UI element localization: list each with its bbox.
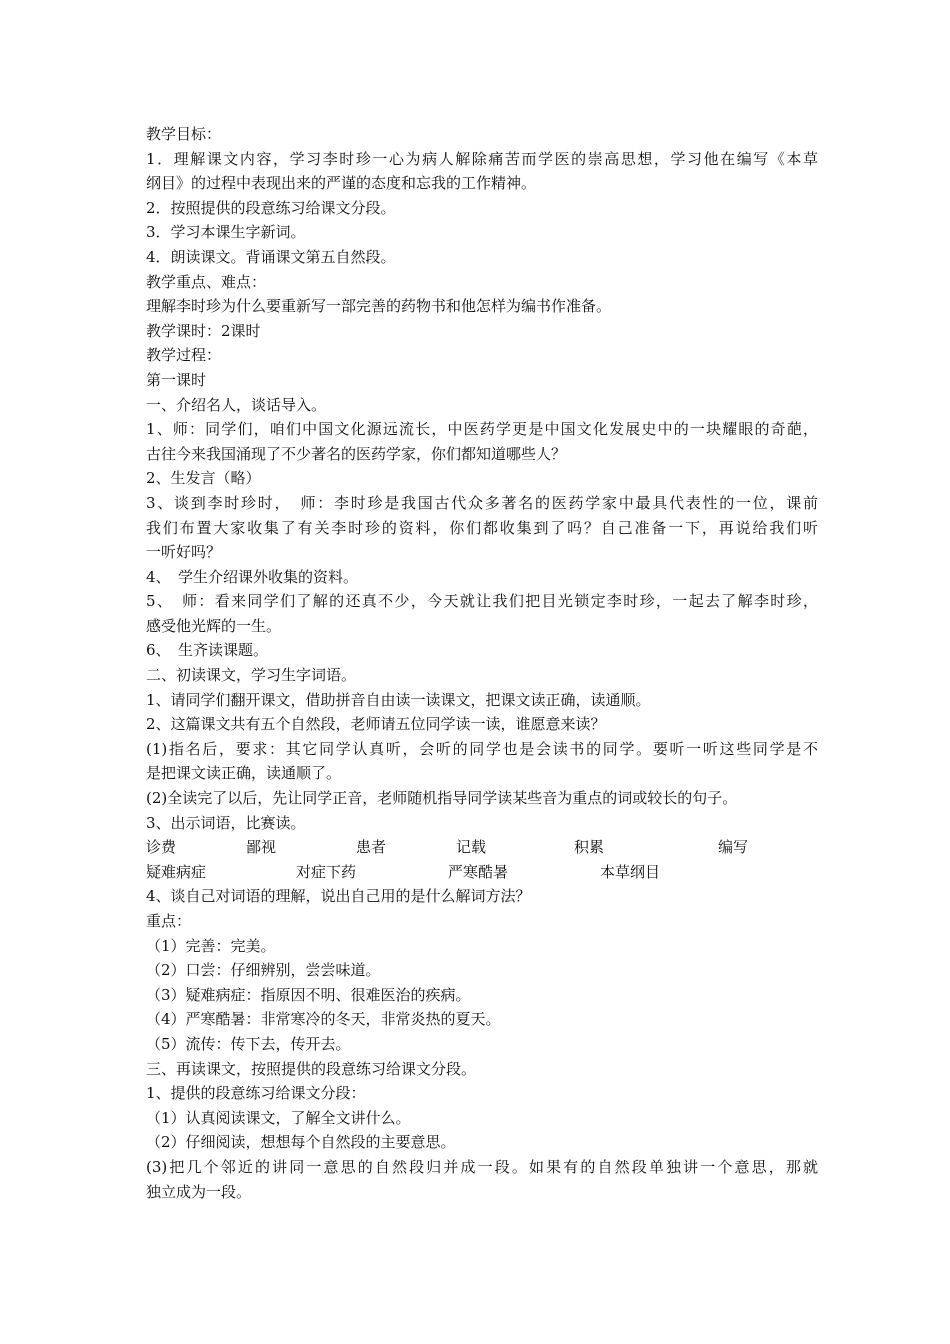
step-1-line-2: 古往今来我国涌现了不少著名的医药学家，你们都知道哪些人？ bbox=[146, 444, 567, 463]
objective-2: 2．按照提供的段意练习给课文分段。 bbox=[146, 198, 396, 217]
focus-item-3: （3）疑难病症：指原因不明、很难医治的疾病。 bbox=[146, 985, 471, 1004]
section-2-step-3: 3、出示词语，比赛读。 bbox=[146, 813, 306, 832]
step-4: 4、 学生介绍课外收集的资料。 bbox=[146, 567, 359, 586]
heading-key-points: 教学重点、难点： bbox=[146, 272, 267, 291]
step-6: 6、 生齐读课题。 bbox=[146, 641, 269, 660]
vocabulary-word: 严寒酷暑 bbox=[448, 862, 509, 881]
objective-1-line-2: 纲目》的过程中表现出来的严谨的态度和忘我的工作精神。 bbox=[146, 174, 537, 193]
focus-item-2: （2）口尝：仔细辨别，尝尝味道。 bbox=[146, 961, 381, 980]
vocabulary-word: 患者 bbox=[356, 838, 387, 857]
vocabulary-word: 疑难病症 bbox=[146, 862, 207, 881]
vocabulary-word: 本草纲目 bbox=[600, 862, 661, 881]
heading-objectives: 教学目标： bbox=[146, 125, 222, 143]
focus-item-1: （1）完善：完美。 bbox=[146, 936, 276, 955]
step-5-line-1: 5、 师：看来同学们了解的还真不少，今天就让我们把目光锁定李时珍，一起去了解李时珍， bbox=[146, 592, 818, 611]
first-lesson: 第一课时 bbox=[146, 370, 207, 389]
section-2-step-2: 2、这篇课文共有五个自然段，老师请五位同学读一读，谁愿意来读？ bbox=[146, 715, 606, 734]
objective-3: 3．学习本课生字新词。 bbox=[146, 223, 306, 242]
vocabulary-word: 积累 bbox=[574, 838, 605, 857]
step-5-line-2: 感受他光辉的一生。 bbox=[146, 616, 282, 635]
section-3-title: 三、再读课文，按照提供的段意练习给课文分段。 bbox=[146, 1059, 477, 1078]
document-page bbox=[146, 122, 818, 1204]
step-2: 2、生发言（略） bbox=[146, 469, 261, 488]
objective-4: 4．朗读课文。背诵课文第五自然段。 bbox=[146, 247, 396, 266]
section-2-title: 二、初读课文，学习生字词语。 bbox=[146, 666, 357, 685]
section-2-step-4: 4、谈自己对词语的理解，说出自己用的是什么解词方法？ bbox=[146, 887, 531, 906]
section-3-step-1: 1、提供的段意练习给课文分段： bbox=[146, 1084, 366, 1103]
method-item-3-line-2: 独立成为一段。 bbox=[146, 1182, 252, 1201]
heading-process: 教学过程： bbox=[146, 346, 222, 365]
sub-step-1-line-1: (1)指名后，要求：其它同学认真听，会听的同学也是会读书的同学。要听一听这些同学是不 bbox=[146, 739, 818, 758]
vocabulary-word: 诊费 bbox=[146, 838, 177, 857]
section-1-title: 一、介绍名人，谈话导入。 bbox=[146, 395, 327, 414]
focus-heading: 重点： bbox=[146, 912, 192, 930]
vocabulary-word: 对症下药 bbox=[296, 862, 357, 881]
method-item-1: （1）认真阅读课文，了解全文讲什么。 bbox=[146, 1108, 411, 1127]
sub-step-2: (2)全读完了以后，先让同学正音，老师随机指导同学读某些音为重点的词或较长的句子。 bbox=[146, 789, 738, 808]
step-3-line-2: 我们布置大家收集了有关李时珍的资料，你们都收集到了吗？自己准备一下，再说给我们听 bbox=[146, 518, 818, 537]
class-hours: 教学课时：2课时 bbox=[146, 321, 261, 340]
step-1-line-1: 1、师：同学们，咱们中国文化源远流长，中医药学更是中国文化发展史中的一块耀眼的奇葩， bbox=[146, 420, 818, 439]
vocabulary-row-2 bbox=[146, 860, 818, 885]
vocabulary-word: 鄙视 bbox=[246, 838, 277, 857]
sub-step-1-line-2: 是把课文读正确，读通顺了。 bbox=[146, 764, 342, 783]
vocabulary-word: 记载 bbox=[456, 838, 487, 857]
method-item-3-line-1: (3)把几个邻近的讲同一意思的自然段归并成一段。如果有的自然段单独讲一个意思，那就 bbox=[146, 1157, 818, 1176]
step-3-line-3: 一听好吗？ bbox=[146, 543, 222, 562]
focus-item-5: （5）流传：传下去，传开去。 bbox=[146, 1034, 351, 1053]
section-2-step-1: 1、请同学们翻开课文，借助拼音自由读一读课文，把课文读正确，读通顺。 bbox=[146, 690, 651, 709]
vocabulary-row-1 bbox=[146, 835, 818, 860]
objective-1-line-1: 1．理解课文内容，学习李时珍一心为病人解除痛苦而学医的崇高思想，学习他在编写《本草 bbox=[146, 149, 818, 168]
method-item-2: （2）仔细阅读，想想每个自然段的主要意思。 bbox=[146, 1133, 456, 1152]
step-3-line-1: 3、谈到李时珍时， 师：李时珍是我国古代众多著名的医药学家中最具代表性的一位，课前 bbox=[146, 493, 818, 512]
focus-item-4: （4）严寒酷暑：非常寒冷的冬天，非常炎热的夏天。 bbox=[146, 1010, 501, 1029]
vocabulary-word: 编写 bbox=[718, 838, 749, 857]
key-points-text: 理解李时珍为什么要重新写一部完善的药物书和他怎样为编书作准备。 bbox=[146, 297, 612, 316]
